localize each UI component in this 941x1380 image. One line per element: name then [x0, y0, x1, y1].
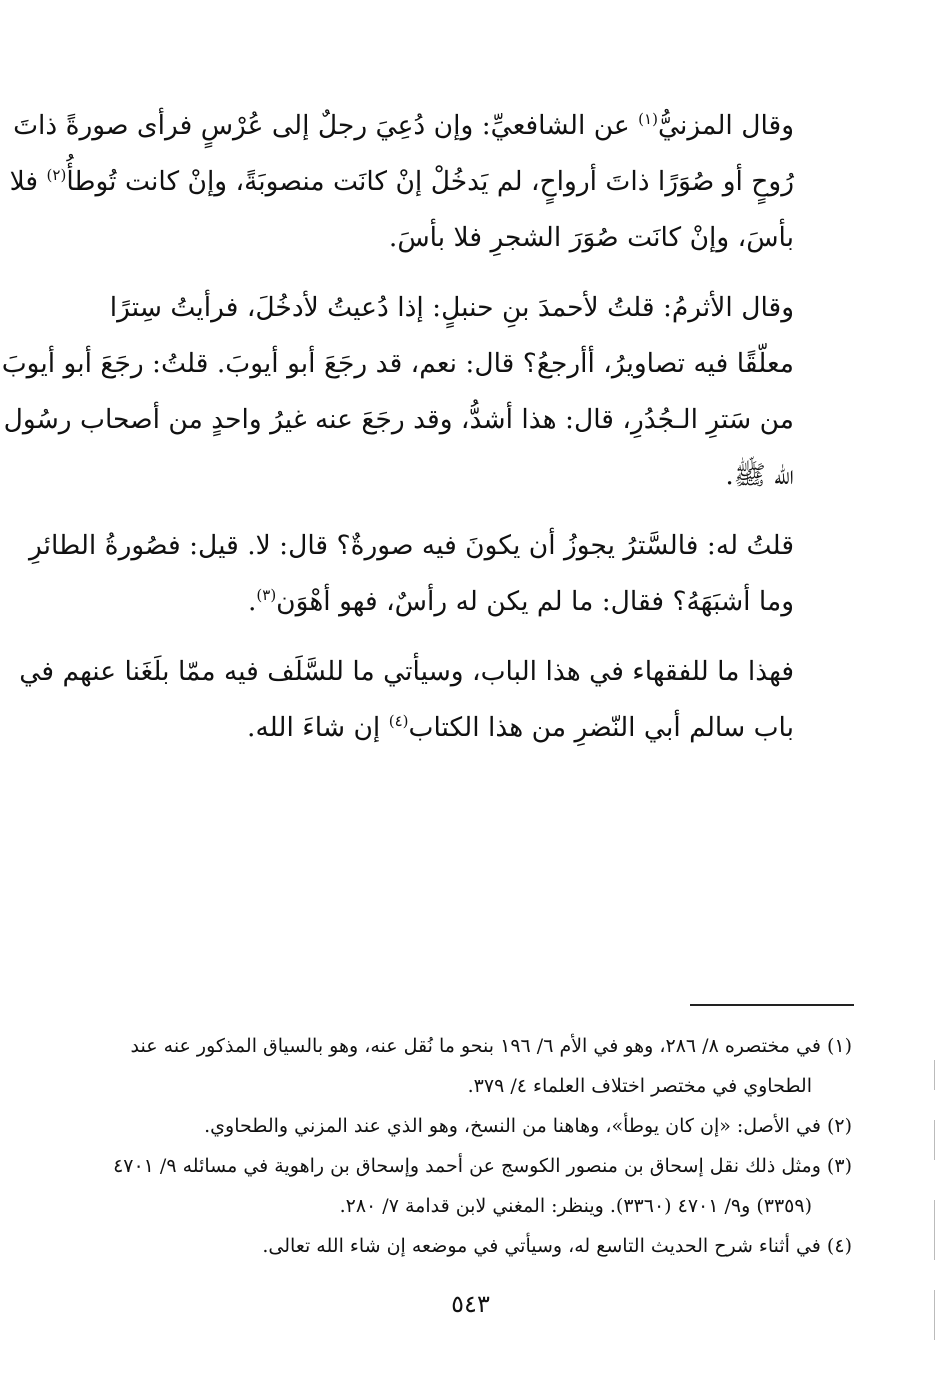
page-number: ٥٤٣ [451, 1290, 490, 1318]
text-line: وما أشبَهَهُ؟ فقال: ما لم يكن له رأسٌ، فهو أهْوَن$^{(٣)}$. [247, 586, 794, 617]
paragraph-4 [19, 644, 832, 756]
footnote-3 [112, 1146, 852, 1226]
footnote-line: (٢) في الأصل: «إن كان يوطأ»، وهاهنا من النسخ، وهو الذي عند المزني والطحاوي. [204, 1115, 852, 1137]
footnote-line: (١) في مختصره ٨/ ٢٨٦، وهو في الأم ٦/ ١٩٦ بنحو ما نُقل عنه، وهو بالسياق المذكور عنه عند [130, 1035, 852, 1057]
footnote-divider [690, 1004, 854, 1006]
footnote-ref-2[interactable]: (٢) [46, 166, 67, 185]
footnote-2 [112, 1106, 852, 1146]
text-line: معلّقًا فيه تصاويرُ، أأرجعُ؟ قال: نعم، قد رجَعَ أبو أيوبَ. قلتُ: رجَعَ أبو أيوبَ [1, 348, 794, 379]
paragraph-1 [9, 98, 832, 266]
footnote-line: (٣) ومثل ذلك نقل إسحاق بن منصور الكوسج عن أحمد وإسحاق بن راهوية في مسائله ٩/ ٤٧٠١ [113, 1155, 852, 1177]
footnote-line: (٣٣٥٩) و٩/ ٤٧٠١ (٣٣٦٠). وينظر: المغني لابن قدامة ٧/ ٢٨٠. [339, 1195, 812, 1217]
scan-edge-mark [934, 1060, 935, 1090]
text-line: باب سالم أبي النّضرِ من هذا الكتاب$^{(٤)}$ إن شاءَ الله. [247, 712, 794, 743]
text-line: وقال الأثرمُ: قلتُ لأحمدَ بنِ حنبلٍ: إذا دُعيتُ لأدخُلَ، فرأيتُ سِترًا [109, 292, 794, 323]
scan-edge-mark [934, 1290, 935, 1340]
paragraph-3 [29, 518, 832, 630]
footnote-4 [112, 1226, 852, 1266]
paragraph-2 [1, 280, 832, 504]
footnote-ref-1[interactable]: (١) [638, 110, 658, 129]
text-line: من سَترِ الـجُدُرِ، قال: هذا أشدُّ، وقد رجَعَ عنه غيرُ واحدٍ من أصحاب رسُول [3, 404, 794, 435]
scan-edge-mark [934, 1200, 935, 1260]
main-text [1, 98, 832, 770]
footnote-ref-3[interactable]: (٣) [256, 586, 277, 605]
footnote-1 [112, 1026, 852, 1106]
footnote-line: (٤) في أثناء شرح الحديث التاسع له، وسيأتي في موضعه إن شاء الله تعالى. [262, 1235, 852, 1257]
scan-edge-mark [934, 1120, 935, 1160]
text-line: وقال المزنيُّ$^{(١)}$ عن الشافعيِّ: وإن دُعِيَ رجلٌ إلى عُرْسٍ فرأى صورةً ذاتَ [13, 110, 794, 141]
footnote-ref-4[interactable]: (٤) [388, 712, 409, 731]
footnotes [112, 1026, 852, 1266]
text-line: فهذا ما للفقهاء في هذا الباب، وسيأتي ما للسَّلَف فيه ممّا بلَغَنا عنهم في [19, 656, 794, 687]
text-line: رُوحٍ أو صُوَرًا ذاتَ أرواحٍ، لم يَدخُلْ إنْ كانَت منصوبَةً، وإنْ كانت تُوطأُ$^{(٢)}$ فلا [9, 166, 794, 197]
text-line: الله ﷺ. [725, 460, 794, 491]
text-line: بأسَ، وإنْ كانَت صُوَرَ الشجرِ فلا بأسَ. [388, 222, 794, 253]
text-line: قلتُ له: فالسَّترُ يجوزُ أن يكونَ فيه صورةٌ؟ قال: لا. قيل: فصُورةُ الطائرِ [29, 530, 794, 561]
footnote-line: الطحاوي في مختصر اختلاف العلماء ٤/ ٣٧٩. [467, 1075, 812, 1097]
